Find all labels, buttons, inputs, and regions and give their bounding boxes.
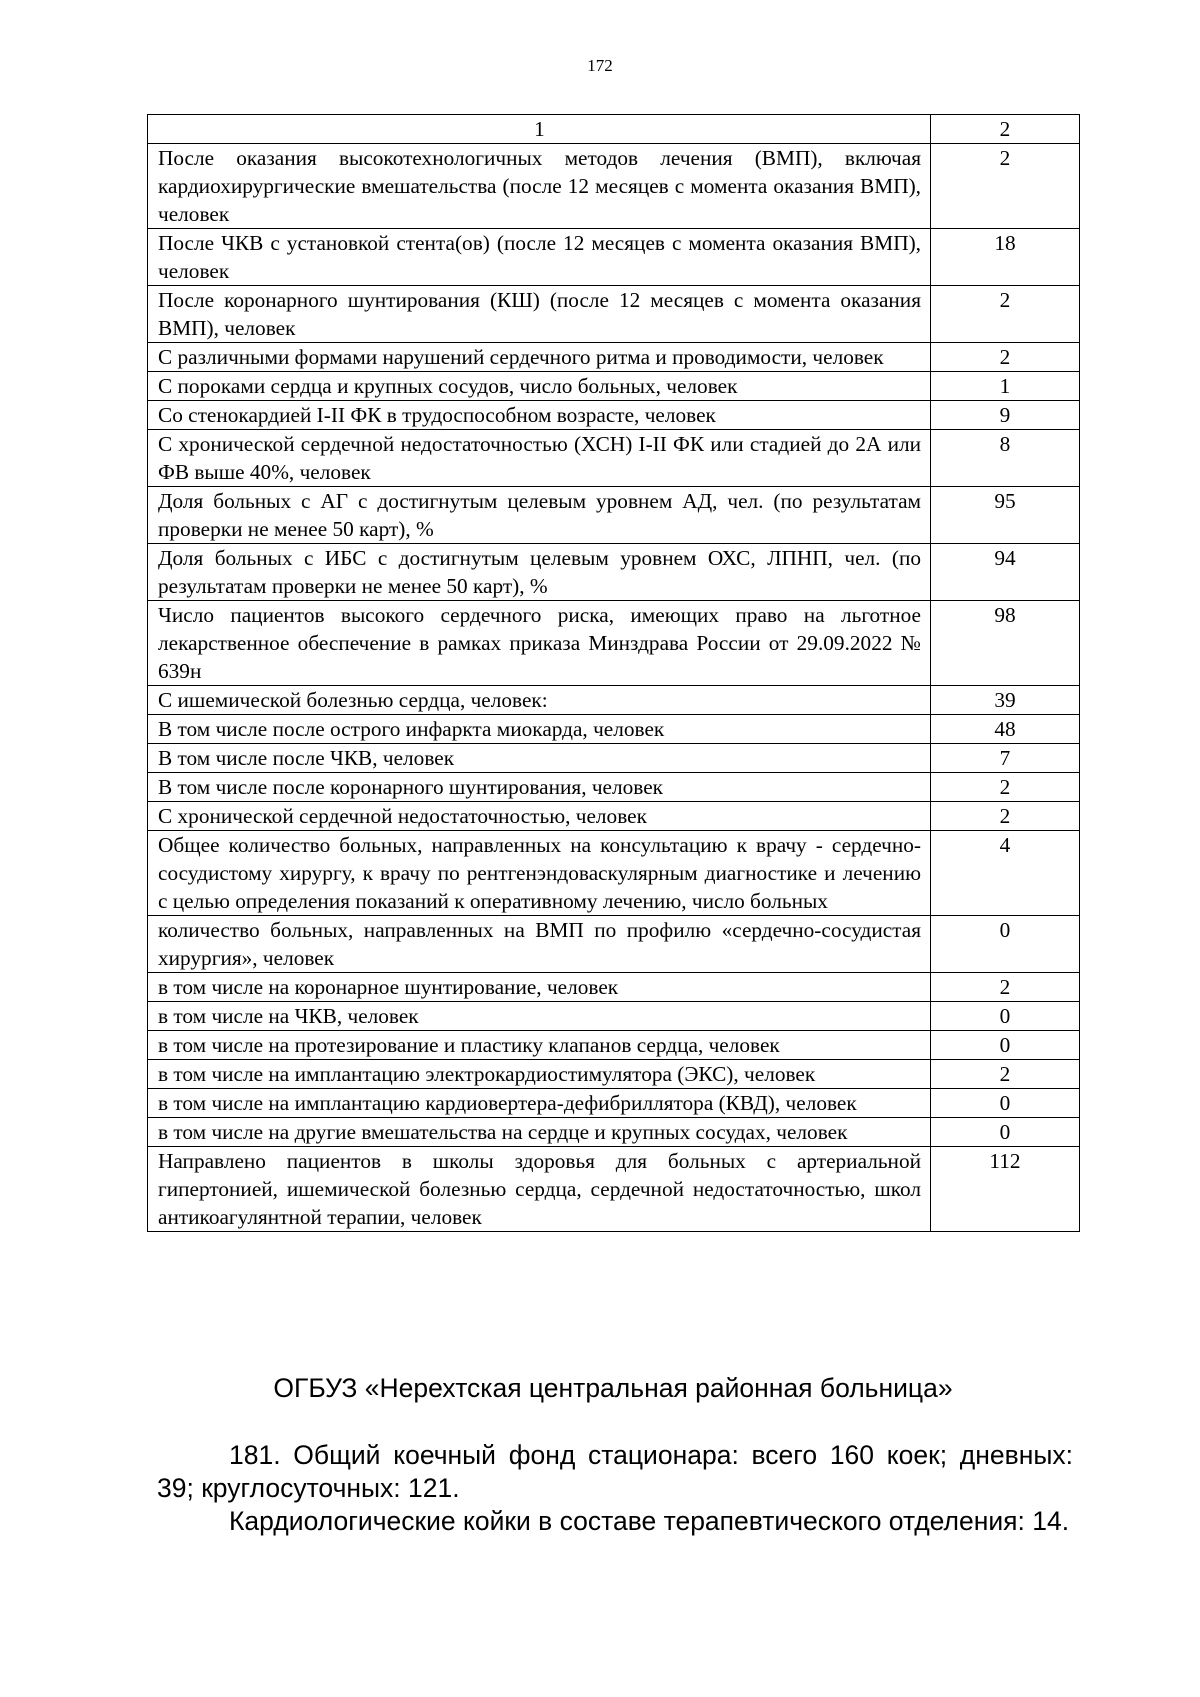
row-label: количество больных, направленных на ВМП по профилю «сердечно-сосудистая хирургия», человек: [148, 916, 931, 973]
table-row: [148, 715, 1080, 744]
statistics-table: [147, 114, 1080, 1232]
table-row: [148, 802, 1080, 831]
row-value: 2: [931, 773, 1080, 802]
column-header-2: 2: [931, 115, 1080, 144]
table-row: [148, 1002, 1080, 1031]
row-label: в том числе на ЧКВ, человек: [148, 1002, 931, 1031]
table-row: [148, 973, 1080, 1002]
row-label: в том числе на протезирование и пластику клапанов сердца, человек: [148, 1031, 931, 1060]
table-row: [148, 744, 1080, 773]
table-row: [148, 773, 1080, 802]
table-row: [148, 916, 1080, 973]
row-label: С хронической сердечной недостаточностью (ХСН) I-II ФК или стадией до 2А или ФВ выше 40%, человек: [148, 430, 931, 487]
table-row: [148, 601, 1080, 686]
row-value: 2: [931, 973, 1080, 1002]
row-label: После оказания высокотехнологичных методов лечения (ВМП), включая кардиохирургические вмешательства (после 12 месяцев с момента оказания ВМП), человек: [148, 144, 931, 229]
table-row: [148, 144, 1080, 229]
row-value: 0: [931, 1118, 1080, 1147]
table-row: [148, 343, 1080, 372]
row-label: Доля больных с АГ с достигнутым целевым уровнем АД, чел. (по результатам проверки не менее 50 карт), %: [148, 487, 931, 544]
row-value: 95: [931, 487, 1080, 544]
row-label: Число пациентов высокого сердечного риска, имеющих право на льготное лекарственное обеспечение в рамках приказа Минздрава России от 29.09.2022 № 639н: [148, 601, 931, 686]
row-label: в том числе на коронарное шунтирование, человек: [148, 973, 931, 1002]
row-label: Направлено пациентов в школы здоровья для больных с артериальной гипертонией, ишемической болезнью сердца, сердечной недостаточностью, школ антикоагулянтной терапии, человек: [148, 1147, 931, 1232]
row-value: 0: [931, 916, 1080, 973]
page-number: 172: [587, 56, 613, 75]
row-value: 18: [931, 229, 1080, 286]
row-value: 9: [931, 401, 1080, 430]
table-row: [148, 286, 1080, 343]
section-title: ОГБУЗ «Нерехтская центральная районная больница»: [273, 1373, 953, 1403]
bed-fund-paragraph: 181. Общий коечный фонд стационара: всего 160 коек; дневных: 39; круглосуточных: 121.: [157, 1440, 1073, 1503]
row-label: в том числе на имплантацию кардиовертера-дефибриллятора (КВД), человек: [148, 1089, 931, 1118]
row-value: 0: [931, 1002, 1080, 1031]
row-label: После ЧКВ с установкой стента(ов) (после 12 месяцев с момента оказания ВМП), человек: [148, 229, 931, 286]
table-row: [148, 831, 1080, 916]
table-body: [148, 115, 1080, 1232]
row-label: Доля больных с ИБС с достигнутым целевым уровнем ОХС, ЛПНП, чел. (по результатам проверки не менее 50 карт), %: [148, 544, 931, 601]
row-value: 0: [931, 1089, 1080, 1118]
row-value: 2: [931, 286, 1080, 343]
row-value: 2: [931, 802, 1080, 831]
cardiology-beds-paragraph: Кардиологические койки в составе терапевтического отделения: 14.: [229, 1506, 1070, 1536]
row-label: С ишемической болезнью сердца, человек:: [148, 686, 931, 715]
table-row: [148, 1089, 1080, 1118]
row-label: С хронической сердечной недостаточностью, человек: [148, 802, 931, 831]
row-value: 4: [931, 831, 1080, 916]
column-header-1: 1: [148, 115, 931, 144]
table-row: [148, 372, 1080, 401]
row-label: После коронарного шунтирования (КШ) (после 12 месяцев с момента оказания ВМП), человек: [148, 286, 931, 343]
row-label: С различными формами нарушений сердечного ритма и проводимости, человек: [148, 343, 931, 372]
row-label: в том числе на имплантацию электрокардиостимулятора (ЭКС), человек: [148, 1060, 931, 1089]
row-value: 39: [931, 686, 1080, 715]
row-value: 2: [931, 144, 1080, 229]
row-value: 0: [931, 1031, 1080, 1060]
row-label: Общее количество больных, направленных на консультацию к врачу - сердечно-сосудистому хирургу, к врачу по рентгенэндоваскулярным диагностике и лечению с целью определения показаний к оперативному лечению, число больных: [148, 831, 931, 916]
table-row: [148, 487, 1080, 544]
row-label: В том числе после ЧКВ, человек: [148, 744, 931, 773]
table-row: [148, 1118, 1080, 1147]
table-row: [148, 430, 1080, 487]
row-label: Со стенокардией I-II ФК в трудоспособном возрасте, человек: [148, 401, 931, 430]
row-value: 94: [931, 544, 1080, 601]
table-row: [148, 401, 1080, 430]
row-value: 112: [931, 1147, 1080, 1232]
row-label: в том числе на другие вмешательства на сердце и крупных сосудах, человек: [148, 1118, 931, 1147]
table-row: [148, 1060, 1080, 1089]
row-value: 48: [931, 715, 1080, 744]
row-value: 98: [931, 601, 1080, 686]
table-header-row: [148, 115, 1080, 144]
row-label: В том числе после острого инфаркта миокарда, человек: [148, 715, 931, 744]
table-row: [148, 1031, 1080, 1060]
row-label: В том числе после коронарного шунтирования, человек: [148, 773, 931, 802]
table-row: [148, 686, 1080, 715]
row-value: 1: [931, 372, 1080, 401]
row-value: 2: [931, 343, 1080, 372]
table-row: [148, 544, 1080, 601]
row-value: 7: [931, 744, 1080, 773]
table-row: [148, 229, 1080, 286]
row-value: 8: [931, 430, 1080, 487]
row-value: 2: [931, 1060, 1080, 1089]
row-label: С пороками сердца и крупных сосудов, число больных, человек: [148, 372, 931, 401]
table-row: [148, 1147, 1080, 1232]
